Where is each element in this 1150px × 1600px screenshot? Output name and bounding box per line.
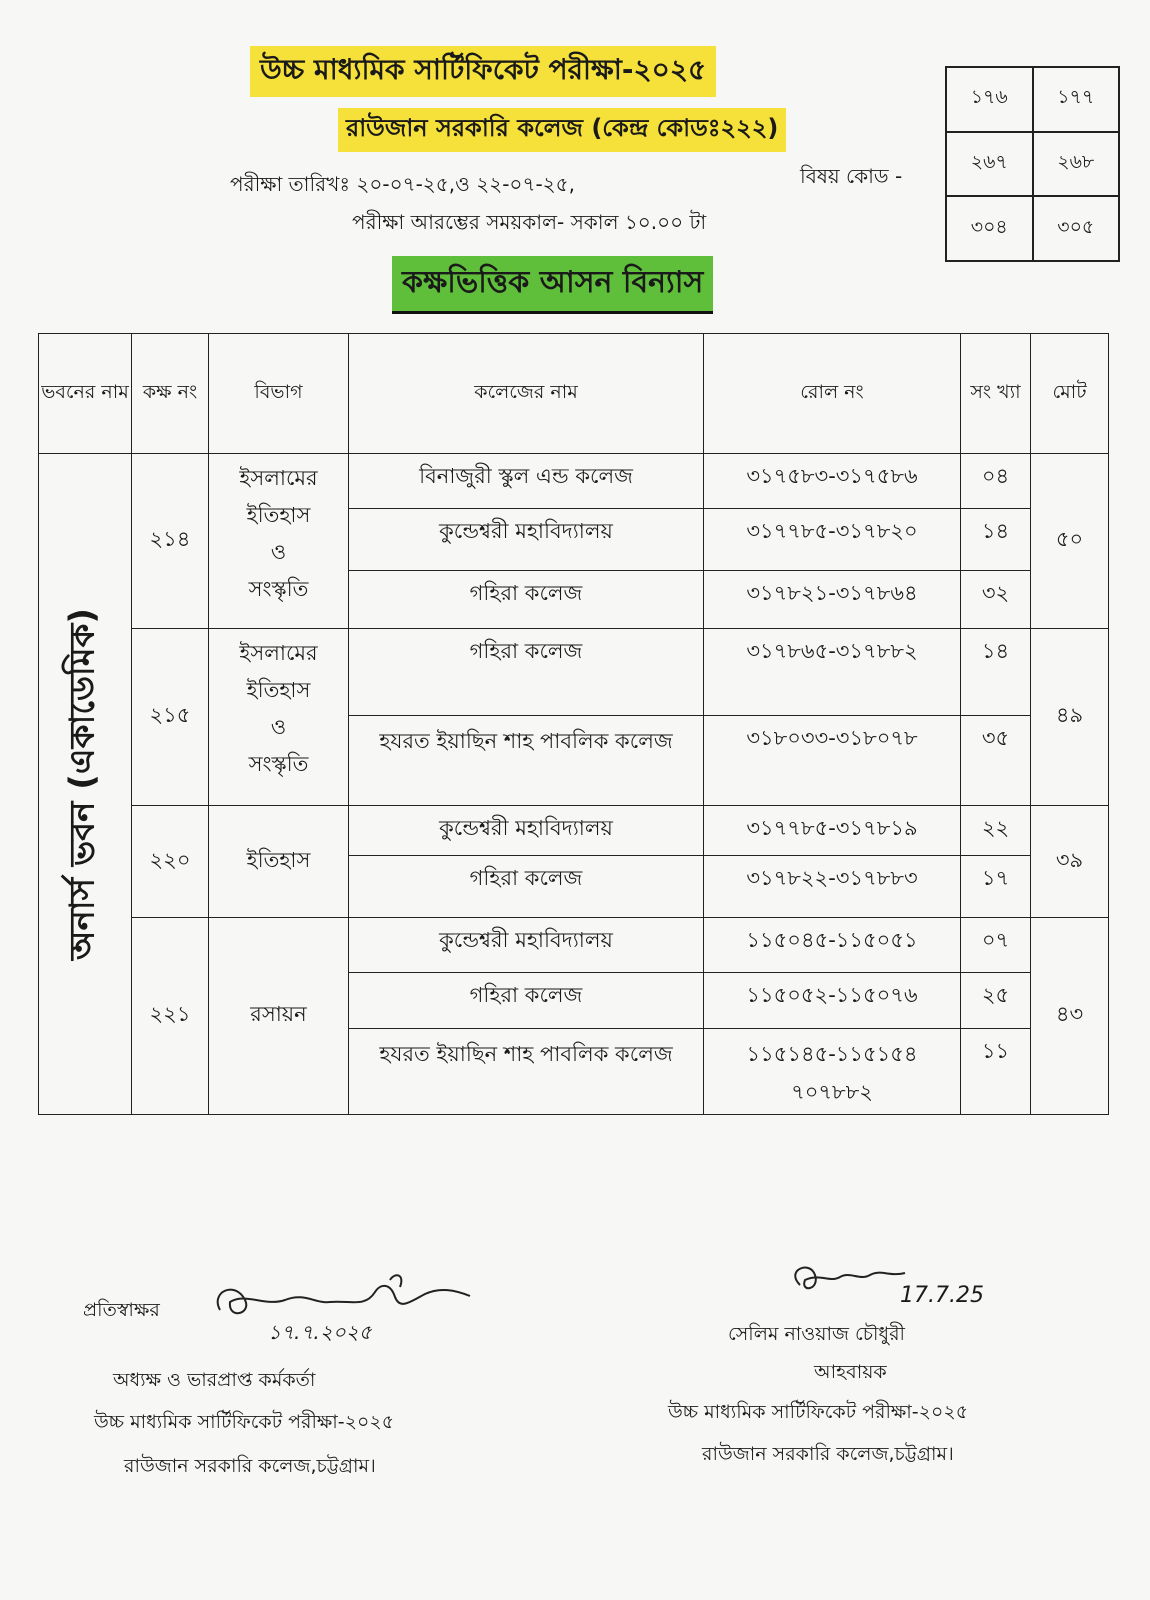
convener-name: সেলিম নাওয়াজ চৌধুরী <box>728 1323 905 1345</box>
student-count: ১১ <box>961 1029 1031 1115</box>
room-number: ২১৪ <box>132 454 209 629</box>
countersign-label: প্রতিস্বাক্ষর <box>83 1299 160 1321</box>
convener-college: রাউজান সরকারি কলেজ,চট্টগ্রাম। <box>702 1443 954 1465</box>
student-count: ০৪ <box>961 454 1031 509</box>
department-line: ও <box>270 540 287 564</box>
principal-signature-date: ১৭.৭.২০২৫ <box>268 1320 372 1344</box>
center-name: রাউজান সরকারি কলেজ (কেন্দ্র কোডঃ২২২) <box>338 108 786 152</box>
room-number: ২২১ <box>132 918 209 1115</box>
room-total: ৪৯ <box>1031 629 1109 806</box>
roll-range: ১১৫১৪৫-১১৫১৫৪ ৭০৭৮৮২ <box>704 1029 961 1115</box>
roll-range: ১১৫০৫২-১১৫০৭৬ <box>704 973 961 1029</box>
convener-exam-line: উচ্চ মাধ্যমিক সার্টিফিকেট পরীক্ষা-২০২৫ <box>668 1401 969 1423</box>
roll-range: ৩১৭৭৮৫-৩১৭৮১৯ <box>704 806 961 856</box>
student-count: ০৭ <box>961 918 1031 973</box>
convener-signature-date: 17.7.25 <box>900 1283 984 1308</box>
college-name: হযরত ইয়াছিন শাহ পাবলিক কলেজ <box>349 716 704 806</box>
principal-exam-line: উচ্চ মাধ্যমিক সার্টিফিকেট পরীক্ষা-২০২৫ <box>94 1411 395 1433</box>
room-number: ২১৫ <box>132 629 209 806</box>
department-line: ইসলামের <box>239 466 318 490</box>
subject-code-label: বিষয় কোড - <box>800 164 903 188</box>
exam-date: পরীক্ষা তারিখঃ ২০-০৭-২৫,ও ২২-০৭-২৫, <box>230 172 575 196</box>
subject-code-table <box>945 66 1120 262</box>
department-cell <box>209 454 349 629</box>
document-title: উচ্চ মাধ্যমিক সার্টিফিকেট পরীক্ষা-২০২৫ <box>250 46 716 97</box>
table-header-row <box>39 334 1109 454</box>
student-count: ১৭ <box>961 856 1031 918</box>
college-name: হযরত ইয়াছিন শাহ পাবলিক কলেজ <box>349 1029 704 1115</box>
subject-code-cell: ২৬৭ <box>946 132 1033 197</box>
seat-arrangement-title: কক্ষভিত্তিক আসন বিন্যাস <box>392 256 713 314</box>
building-name: অনার্স ভবন (একাডেমিক) <box>62 608 103 960</box>
table-row <box>39 454 1109 509</box>
room-number: ২২০ <box>132 806 209 918</box>
header-total: মোট <box>1031 334 1109 454</box>
header-department: বিভাগ <box>209 334 349 454</box>
subject-code-cell: ৩০৪ <box>946 196 1033 261</box>
department-line: ইতিহাস <box>246 678 311 702</box>
principal-title: অধ্যক্ষ ও ভারপ্রাপ্ত কর্মকর্তা <box>113 1369 316 1391</box>
header-room: কক্ষ নং <box>132 334 209 454</box>
subject-code-cell: ২৬৮ <box>1033 132 1120 197</box>
header-roll: রোল নং <box>704 334 961 454</box>
student-count: ১৪ <box>961 629 1031 716</box>
department-line: রসায়ন <box>250 1002 307 1026</box>
college-name: কুন্ডেশ্বরী মহাবিদ্যালয় <box>349 806 704 856</box>
header-building: ভবনের নাম <box>39 334 132 454</box>
subject-code-cell: ১৭৭ <box>1033 67 1120 132</box>
convener-title: আহবায়ক <box>814 1361 887 1383</box>
roll-range: ৩১৭৫৮৩-৩১৭৫৮৬ <box>704 454 961 509</box>
student-count: ১৪ <box>961 509 1031 571</box>
department-cell <box>209 806 349 918</box>
college-name: গহিরা কলেজ <box>349 856 704 918</box>
department-cell <box>209 629 349 806</box>
table-row <box>39 918 1109 973</box>
roll-range: ১১৫০৪৫-১১৫০৫১ <box>704 918 961 973</box>
college-name: বিনাজুরী স্কুল এন্ড কলেজ <box>349 454 704 509</box>
college-name: কুন্ডেশ্বরী মহাবিদ্যালয় <box>349 918 704 973</box>
student-count: ৩৫ <box>961 716 1031 806</box>
roll-range: ৩১৭৭৮৫-৩১৭৮২০ <box>704 509 961 571</box>
department-cell <box>209 918 349 1115</box>
table-row <box>39 629 1109 716</box>
department-line: ইতিহাস <box>246 503 311 527</box>
principal-college: রাউজান সরকারি কলেজ,চট্টগ্রাম। <box>124 1455 376 1477</box>
college-name: গহিরা কলেজ <box>349 629 704 716</box>
roll-range: ৩১৭৮২২-৩১৭৮৮৩ <box>704 856 961 918</box>
subject-code-cell: ৩০৫ <box>1033 196 1120 261</box>
student-count: ২৫ <box>961 973 1031 1029</box>
exam-start-time: পরীক্ষা আরম্ভের সময়কাল- সকাল ১০.০০ টা <box>352 210 707 234</box>
roll-range: ৩১৭৮২১-৩১৭৮৬৪ <box>704 571 961 629</box>
roll-range: ৩১৮০৩৩-৩১৮০৭৮ <box>704 716 961 806</box>
department-line: সংস্কৃতি <box>248 752 309 776</box>
seat-arrangement-table <box>38 333 1109 1115</box>
college-name: কুন্ডেশ্বরী মহাবিদ্যালয় <box>349 509 704 571</box>
department-line: ইসলামের <box>239 641 318 665</box>
room-total: ৩৯ <box>1031 806 1109 918</box>
table-row <box>39 806 1109 856</box>
room-total: ৫০ <box>1031 454 1109 629</box>
department-line: ও <box>270 715 287 739</box>
room-total: ৪৩ <box>1031 918 1109 1115</box>
convener-signature <box>780 1255 910 1305</box>
subject-code-row <box>946 132 1119 197</box>
subject-code-row <box>946 67 1119 132</box>
header-count: সং খ্যা <box>961 334 1031 454</box>
college-name: গহিরা কলেজ <box>349 571 704 629</box>
header-college: কলেজের নাম <box>349 334 704 454</box>
roll-range: ৩১৭৮৬৫-৩১৭৮৮২ <box>704 629 961 716</box>
student-count: ৩২ <box>961 571 1031 629</box>
subject-code-cell: ১৭৬ <box>946 67 1033 132</box>
college-name: গহিরা কলেজ <box>349 973 704 1029</box>
building-name-cell <box>39 454 132 1115</box>
department-line: ইতিহাস <box>246 847 311 872</box>
student-count: ২২ <box>961 806 1031 856</box>
subject-code-row <box>946 196 1119 261</box>
department-line: সংস্কৃতি <box>248 577 309 601</box>
